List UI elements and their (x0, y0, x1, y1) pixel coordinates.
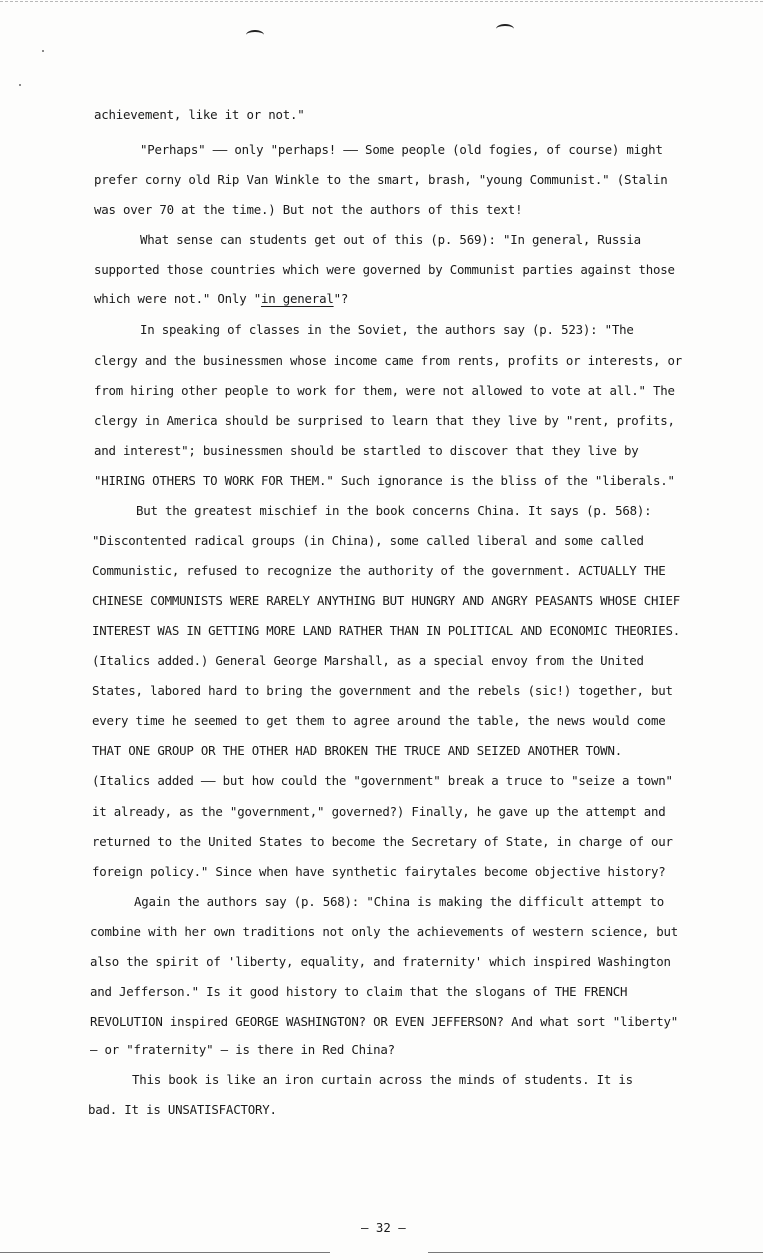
text-line: bad. It is UNSATISFACTORY. (88, 1102, 277, 1117)
text-line: and Jefferson." Is it good history to claim that the slogans of THE FRENCH (90, 984, 628, 999)
text-line: was over 70 at the time.) But not the authors of this text! (94, 202, 523, 217)
text-line: Communistic, refused to recognize the authority of the government. ACTUALLY THE (92, 563, 666, 578)
text-line: REVOLUTION inspired GEORGE WASHINGTON? OR EVEN JEFFERSON? And what sort "liberty" (90, 1014, 679, 1029)
text-line: In speaking of classes in the Soviet, the authors say (p. 523): "The (140, 322, 634, 337)
text-line: (Italics added.) General George Marshall, as a special envoy from the United (92, 653, 644, 668)
text-line: INTEREST WAS IN GETTING MORE LAND RATHER THAN IN POLITICAL AND ECONOMIC THEORIES. (92, 623, 681, 638)
bottom-rule-left (0, 1252, 330, 1253)
text-line: States, labored hard to bring the government and the rebels (sic!) together, but (92, 683, 673, 698)
text-line: THAT ONE GROUP OR THE OTHER HAD BROKEN THE TRUCE AND SEIZED ANOTHER TOWN. (92, 743, 622, 758)
text-line: "Discontented radical groups (in China), some called liberal and some called (92, 533, 644, 548)
text-line: foreign policy." Since when have synthetic fairytales become objective history? (92, 864, 666, 879)
text-line: (Italics added –– but how could the "government" break a truce to "seize a town" (92, 773, 673, 788)
text-line: and interest"; businessmen should be startled to discover that they live by (94, 443, 639, 458)
page-number: – 32 – (361, 1220, 406, 1235)
text-line: "Perhaps" –– only "perhaps! –– Some people (old fogies, of course) might (140, 142, 663, 157)
underlined-phrase: in general (260, 291, 334, 306)
text-line: combine with her own traditions not only the achievements of western science, but (90, 924, 679, 939)
binder-hole-mark (496, 24, 514, 34)
text-line: What sense can students get out of this (p. 569): "In general, Russia (140, 232, 641, 247)
text-span: "? (333, 291, 349, 306)
perforation-edge (0, 1, 763, 2)
text-line: every time he seemed to get them to agree around the table, the news would come (92, 713, 666, 728)
text-line: supported those countries which were governed by Communist parties against those (94, 262, 675, 277)
text-line: achievement, like it or not." (94, 107, 305, 122)
text-line: CHINESE COMMUNISTS WERE RARELY ANYTHING BUT HUNGRY AND ANGRY PEASANTS WHOSE CHIEF (92, 593, 681, 608)
text-line: But the greatest mischief in the book concerns China. It says (p. 568): (136, 503, 652, 518)
text-line: – or "fraternity" – is there in Red China? (90, 1042, 395, 1057)
text-line: clergy and the businessmen whose income came from rents, profits or interests, or (94, 353, 683, 368)
text-line: from hiring other people to work for them, were not allowed to vote at all." The (94, 383, 675, 398)
scan-speck (19, 84, 21, 86)
text-line: also the spirit of 'liberty, equality, and fraternity' which inspired Washington (90, 954, 671, 969)
scan-speck (42, 50, 44, 52)
text-line: prefer corny old Rip Van Winkle to the smart, brash, "young Communist." (Stalin (94, 172, 668, 187)
text-line (94, 291, 348, 307)
text-line: returned to the United States to become the Secretary of State, in charge of our (92, 834, 673, 849)
text-line: it already, as the "government," governed?) Finally, he gave up the attempt and (92, 804, 666, 819)
text-line: Again the authors say (p. 568): "China is making the difficult attempt to (134, 894, 664, 909)
text-line: This book is like an iron curtain across the minds of students. It is (132, 1072, 633, 1087)
binder-hole-mark (246, 30, 264, 40)
text-span: which were not." Only " (94, 291, 261, 306)
bottom-rule-right (428, 1252, 763, 1253)
text-line: "HIRING OTHERS TO WORK FOR THEM." Such ignorance is the bliss of the "liberals." (94, 473, 675, 488)
text-line: clergy in America should be surprised to learn that they live by "rent, profits, (94, 413, 675, 428)
